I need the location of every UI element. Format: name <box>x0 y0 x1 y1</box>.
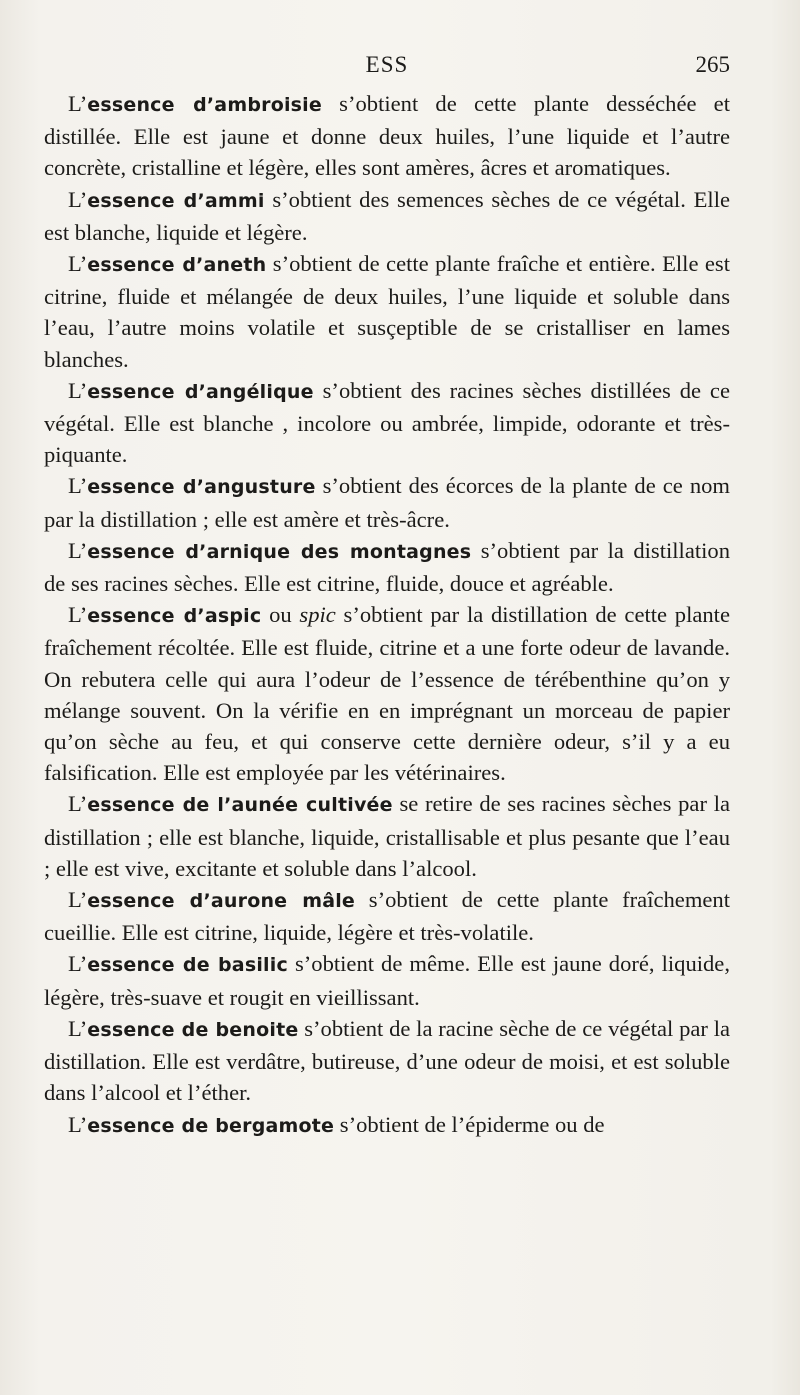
entry-text: s’obtient des racines sèches distillées de ce végétal. Elle est blanche , incolore ou ambrée, limpide, odorante et très-piquante. <box>44 377 730 468</box>
entry-text: se retire de ses racines sèches par la distillation ; elle est blanche, liquide, cristallisable et plus pesante que l’eau ; elle est vive, excitante et soluble dans l’alcool. <box>44 791 730 881</box>
entry-angusture: L’essence d’angusture s’obtient des écorces de la plante de ce nom par la distillation ; elle est amère et très-âcre. <box>44 473 730 532</box>
entry-text: s’obtient par la distillation de ses racines sèches. Elle est citrine, fluide, douce et agréable. <box>44 537 730 597</box>
entry-term: essence d’ammi <box>87 189 265 212</box>
entry-term: essence d’angusture <box>87 476 316 499</box>
entry-term: essence de bergamote <box>87 1114 335 1137</box>
running-head: ESS <box>365 52 409 77</box>
entry-term: essence d’aneth <box>87 254 267 277</box>
entry-term: essence d’angélique <box>87 380 314 403</box>
entry-term: essence d’aurone mâle <box>87 890 356 913</box>
entry-term: essence d’arnique des montagnes <box>87 540 472 563</box>
entry-italic: spic <box>299 602 336 628</box>
entry-text: s’obtient des semences sèches de ce végétal. Elle est blanche, liquide et légère. <box>44 186 730 245</box>
entry-aneth: L’essence d’aneth s’obtient de cette plante fraîche et entière. Elle est citrine, fluide et mélangée de deux huiles, l’une liquide et soluble dans l’eau, l’autre moins volatile et susçeptible de se cristalliser en lames blanches. <box>44 251 730 372</box>
entry-text: s’obtient de même. Elle est jaune doré, liquide, légère, très-suave et rougit en vieillissant. <box>44 951 730 1010</box>
entry-text: s’obtient de cette plante desséchée et distillée. Elle est jaune et donne deux huiles, l’une liquide et l’autre concrète, cristalline et légère, elles sont amères, âcres et aromatiques. <box>44 91 730 181</box>
entry-benoite: L’essence de benoite s’obtient de la racine sèche de ce végétal par la distillation. Elle est verdâtre, butireuse, d’une odeur de moisi, et est soluble dans l’alcool et l’éther. <box>44 1015 730 1106</box>
page-header <box>44 52 730 86</box>
entry-basilic: L’essence de basilic s’obtient de même. Elle est jaune doré, liquide, légère, très-suave et rougit en vieillissant. <box>44 951 730 1010</box>
entry-term: essence de l’aunée cultivée <box>87 794 393 817</box>
body-text <box>44 88 730 1142</box>
entry-text: s’obtient de la racine sèche de ce végétal par la distillation. Elle est verdâtre, butireuse, d’une odeur de moisi, et est soluble dans l’alcool et l’éther. <box>44 1015 730 1106</box>
entry-text: s’obtient des écorces de la plante de ce nom par la distillation ; elle est amère et très-âcre. <box>44 473 730 532</box>
entry-text: s’obtient de l’épiderme ou de <box>334 1111 605 1137</box>
entry-arnique: L’essence d’arnique des montagnes s’obtient par la distillation de ses racines sèches. Elle est citrine, fluide, douce et agréable. <box>44 537 730 597</box>
entry-aspic: L’essence d’aspic ou spic s’obtient par la distillation de cette plante fraîchement récoltée. Elle est fluide, citrine et a une forte odeur de lavande. On rebutera celle qui aura l’odeur de l’essence de térébenthine qu’on y mélange souvent. On la vérifie en en imprégnant un morceau de papier qu’on sèche au feu, et qui conserve cette dernière odeur, s’il y a eu falsification. Elle est employée par les vétérinaires. <box>44 602 730 786</box>
entry-term: essence de basilic <box>87 954 288 977</box>
entry-aurone: L’essence d’aurone mâle s’obtient de cette plante fraîchement cueillie. Elle est citrine, liquide, légère et très-volatile. <box>44 887 730 946</box>
entry-ambroisie: L’essence d’ambroisie s’obtient de cette plante desséchée et distillée. Elle est jaune et donne deux huiles, l’une liquide et l’autre concrète, cristalline et légère, elles sont amères, âcres et aromatiques. <box>44 91 730 181</box>
entry-text: s’obtient de cette plante fraîche et entière. Elle est citrine, fluide et mélangée de deux huiles, l’une liquide et soluble dans l’eau, l’autre moins volatile et susçeptible de se cristalliser en lames blanches. <box>44 251 730 372</box>
entry-bergamote: L’essence de bergamote s’obtient de l’épiderme ou de <box>68 1111 605 1137</box>
page-number: 265 <box>695 52 730 77</box>
entry-term: essence de benoite <box>87 1018 299 1041</box>
entry-text: s’obtient par la distillation de cette plante fraîchement récoltée. Elle est fluide, citrine et a une forte odeur de lavande. On rebutera celle qui aura l’odeur de l’essence de térébenthine qu’on y mélange souvent. On la vérifie en en imprégnant un morceau de papier qu’on sèche au feu, et qui conserve cette dernière odeur, s’il y a eu falsification. Elle est employée par les vétérinaires. <box>44 602 730 786</box>
entry-term: essence d’aspic <box>87 605 262 628</box>
entry-aunee: L’essence de l’aunée cultivée se retire de ses racines sèches par la distillation ; elle est blanche, liquide, cristallisable et plus pesante que l’eau ; elle est vive, excitante et soluble dans l’alcool. <box>44 791 730 881</box>
entry-ammi: L’essence d’ammi s’obtient des semences sèches de ce végétal. Elle est blanche, liquide et légère. <box>44 186 730 245</box>
entry-angelique: L’essence d’angélique s’obtient des racines sèches distillées de ce végétal. Elle est blanche , incolore ou ambrée, limpide, odorante et très-piquante. <box>44 377 730 468</box>
entry-text: s’obtient de cette plante fraîchement cueillie. Elle est citrine, liquide, légère et très-volatile. <box>44 887 730 946</box>
entry-term: essence d’ambroisie <box>87 94 322 116</box>
